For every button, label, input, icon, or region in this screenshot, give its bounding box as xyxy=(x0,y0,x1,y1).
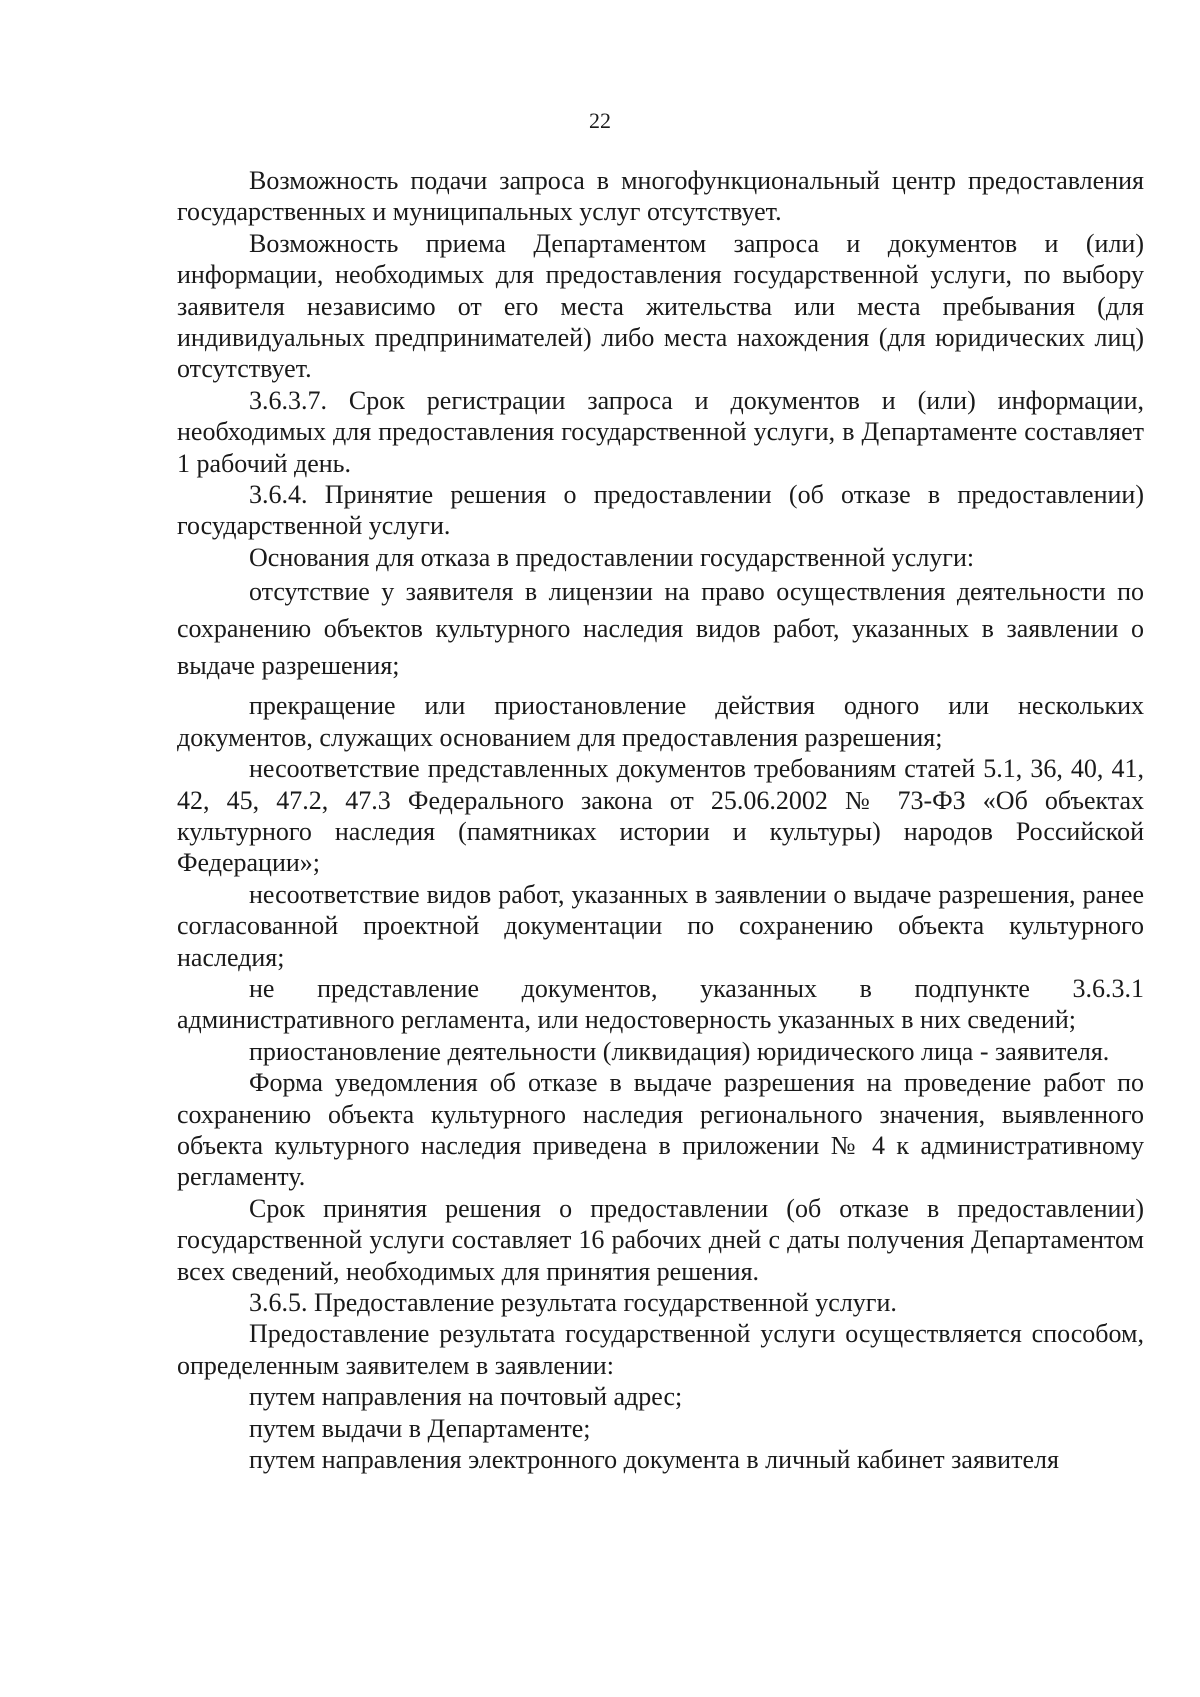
paragraph: 3.6.4. Принятие решения о предоставлении (об отказе в предоставлении) государственной услуги. xyxy=(177,480,1144,541)
paragraph: не представление документов, указанных в подпункте 3.6.3.1 административного регламента, или недостоверность указанных в них сведений; xyxy=(177,973,1144,1035)
paragraph: Основания для отказа в предоставлении государственной услуги: xyxy=(249,542,975,572)
paragraph: отсутствие у заявителя в лицензии на право осуществления деятельности по сохранению объектов культурного наследия видов работ, указанных в заявлении о выдаче разрешения; xyxy=(177,577,1144,681)
paragraph: Форма уведомления об отказе в выдаче разрешения на проведение работ по сохранению объекта культурного наследия регионального значения, выявленного объекта культурного наследия приведена в приложении № 4 к административному регламенту. xyxy=(177,1068,1144,1192)
paragraph: несоответствие видов работ, указанных в заявлении о выдаче разрешения, ранее согласованной проектной документации по сохранению объекта культурного наследия; xyxy=(177,879,1144,972)
paragraph: прекращение или приостановление действия одного или нескольких документов, служащих основанием для предоставления разрешения; xyxy=(177,691,1144,752)
paragraph: 3.6.5. Предоставление результата государственной услуги. xyxy=(249,1288,897,1317)
page-number: 22 xyxy=(589,108,611,133)
paragraph: приостановление деятельности (ликвидация) юридического лица - заявителя. xyxy=(249,1036,1110,1066)
paragraph: Срок принятия решения о предоставлении (об отказе в предоставлении) государственной услуги составляет 16 рабочих дней с даты получения Департаментом всех сведений, необходимых для принятия решения. xyxy=(177,1193,1144,1286)
paragraph: 3.6.3.7. Срок регистрации запроса и документов и (или) информации, необходимых для предоставления государственной услуги, в Департаменте составляет 1 рабочий день. xyxy=(177,385,1144,478)
paragraph: путем направления на почтовый адрес; xyxy=(249,1382,683,1412)
paragraph: путем направления электронного документа в личный кабинет заявителя xyxy=(249,1445,1059,1475)
document-body xyxy=(177,165,1144,1475)
paragraph: Возможность подачи запроса в многофункциональный центр предоставления государственных и муниципальных услуг отсутствует. xyxy=(177,166,1144,227)
paragraph: путем выдачи в Департаменте; xyxy=(249,1413,591,1443)
paragraph: Возможность приема Департаментом запроса и документов и (или) информации, необходимых для предоставления государственной услуги, по выбору заявителя независимо от его места жительства или места пребывания (для индивидуальных предпринимателей) либо места нахождения (для юридических лиц) отсутствует. xyxy=(177,228,1144,384)
paragraph: Предоставление результата государственной услуги осуществляется способом, определенным заявителем в заявлении: xyxy=(177,1319,1144,1380)
paragraph: несоответствие представленных документов требованиям статей 5.1, 36, 40, 41, 42, 45, 47.2, 47.3 Федерального закона от 25.06.2002 № 73-ФЗ «Об объектах культурного наследия (памятниках истории и культуры) народов Российской Федерации»; xyxy=(177,754,1144,878)
